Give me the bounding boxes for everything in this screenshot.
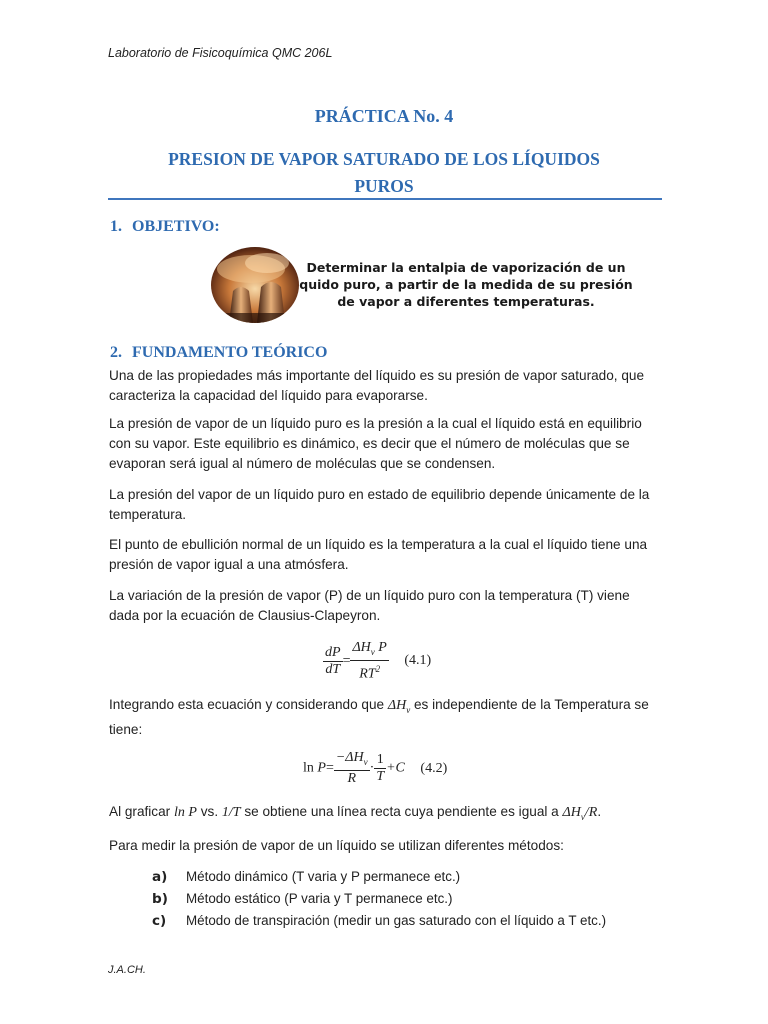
eq2-frac2-den: T — [376, 768, 385, 784]
list-item-label: b) — [152, 891, 168, 907]
inline-delta-h — [388, 698, 410, 713]
list-item-text: Método estático (P varia y T permanece etc.) — [186, 891, 453, 906]
main-title-line1: PRESION DE VAPOR SATURADO DE LOS LÍQUIDOS — [168, 149, 600, 169]
inline-ln-p: ln P — [173, 805, 197, 820]
eq1-rhs-den — [350, 661, 388, 683]
eq1-dh: ΔH — [352, 640, 371, 655]
objective-text — [298, 259, 634, 310]
eq2-dot: · — [369, 760, 375, 776]
eq2-ln: ln — [303, 760, 314, 776]
section-title: FUNDAMENTO TEÓRICO — [132, 344, 328, 361]
equation-4-2 — [303, 750, 447, 787]
paragraph-2: La presión de vapor de un líquido puro es la presión a la cual el líquido está en equilibrio con su vapor. Este equilibrio es dinámico, es decir que el número de moléculas que se evaporan será igual al número de moléculas que se condensen. — [109, 416, 642, 471]
slope-tail: /R — [584, 805, 598, 820]
eq2-fraction-2 — [374, 752, 386, 785]
eq1-label: (4.1) — [404, 653, 432, 669]
slope-dh: ΔH — [562, 805, 581, 820]
eq1-rhs-fraction — [350, 640, 388, 682]
list-item-label: a) — [152, 869, 168, 885]
eq1-sup: 2 — [375, 663, 381, 674]
p6-post: es independiente de la Temperatura se tiene: — [109, 697, 649, 737]
section-number: 1. — [110, 218, 122, 235]
section-title: OBJETIVO: — [132, 218, 220, 235]
inline-inv-t: 1/T — [221, 805, 241, 820]
list-item — [152, 869, 460, 885]
inline-dh: ΔH — [387, 698, 407, 713]
section-number: 2. — [110, 344, 122, 361]
main-title-line2: PUROS — [354, 176, 414, 196]
eq2-den: R — [347, 770, 357, 786]
eq1-p: P — [378, 640, 387, 655]
cooling-towers-image — [211, 247, 299, 323]
eq2-tail: +C — [386, 760, 405, 776]
eq1-equals: = — [342, 653, 351, 669]
eq2-num — [334, 750, 370, 771]
footer-initials: J.A.CH. — [108, 964, 146, 976]
p7-end: . — [597, 804, 602, 819]
paragraph-8: Para medir la presión de vapor de un líquido se utilizan diferentes métodos: — [109, 838, 564, 853]
eq2-fraction-1 — [334, 750, 370, 787]
list-item-text: Método dinámico (T varia y P permanece etc.) — [186, 869, 461, 884]
eq2-var: P — [317, 760, 326, 776]
practice-title: PRÁCTICA No. 4 — [314, 106, 454, 126]
main-title — [108, 146, 660, 200]
objective-line3: de vapor a diferentes temperaturas. — [337, 294, 595, 309]
paragraph-6 — [109, 695, 661, 740]
eq1-lhs-num: dP — [325, 644, 341, 660]
list-item — [152, 891, 452, 907]
slope-sub: v — [580, 811, 585, 822]
paragraph-3: La presión del vapor de un líquido puro en estado de equilibrio depende únicamente de la temperatura. — [109, 487, 650, 522]
eq2-equals: = — [325, 760, 334, 776]
paragraph-1: Una de las propiedades más importante del líquido es su presión de vapor saturado, que caracteriza la capacidad del líquido para evaporarse. — [109, 368, 645, 403]
eq1-sub: v — [370, 646, 375, 657]
p7-mid: vs. — [200, 804, 219, 819]
section-theory-heading — [110, 344, 327, 362]
lab-header: Laboratorio de Fisicoquímica QMC 206L — [108, 46, 333, 60]
paragraph-5: La variación de la presión de vapor (P) de un líquido puro con la temperatura (T) viene dada por la ecuación de Clausius-Clapeyron. — [109, 588, 630, 623]
paragraph-7 — [109, 802, 661, 827]
paragraph-4: El punto de ebullición normal de un líquido es la temperatura a la cual el líquido tiene una presión de vapor igual a una atmósfera. — [109, 537, 648, 572]
eq2-frac2-num: 1 — [374, 752, 386, 769]
p6-pre: Integrando esta ecuación y considerando que — [109, 697, 385, 712]
list-item-label: c) — [152, 913, 167, 929]
eq2-sub: v — [363, 756, 368, 767]
eq1-lhs-den: dT — [325, 661, 341, 677]
eq1-rhs-num — [350, 640, 388, 661]
list-item — [152, 913, 606, 929]
eq2-label: (4.2) — [420, 760, 448, 776]
objective-line2: quido puro, a partir de la medida de su presión — [299, 277, 633, 292]
p7-pre: Al graficar — [109, 804, 171, 819]
eq1-lhs-fraction — [323, 645, 343, 678]
objective-line1: Determinar la entalpia de vaporización de un — [306, 260, 626, 275]
list-item-text: Método de transpiración (medir un gas saturado con el líquido a T etc.) — [186, 913, 607, 928]
inline-slope — [563, 805, 598, 820]
eq1-rt: RT — [359, 666, 376, 682]
section-objective-heading — [110, 218, 220, 236]
eq2-dh: −ΔH — [335, 750, 364, 765]
title-rule — [108, 198, 662, 200]
inline-dh-sub: v — [406, 704, 411, 715]
p7-post: se obtiene una línea recta cuya pendiente es igual a — [244, 804, 559, 819]
equation-4-1 — [323, 640, 431, 682]
